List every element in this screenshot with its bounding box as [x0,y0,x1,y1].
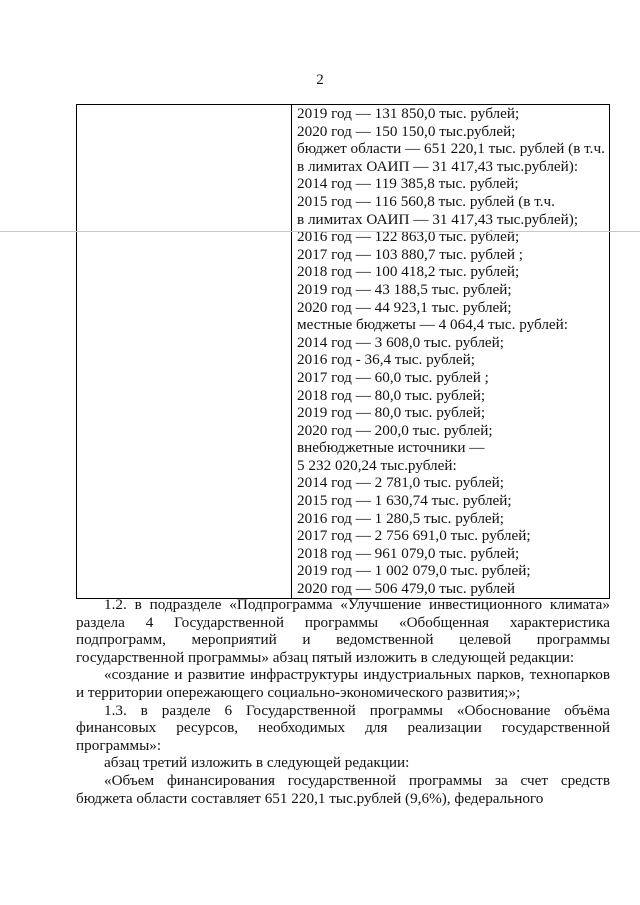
funding-line: 2019 год — 80,0 тыс. рублей; [297,404,486,422]
funding-line: 2017 год — 60,0 тыс. рублей ; [297,368,489,386]
funding-table [76,104,610,599]
table-cell-empty [77,105,292,599]
paragraph-1-3: 1.3. в разделе 6 Государственной программы «Обоснование объёма финансовых ресурсов, необходимых для реализации государственной программы»: [76,701,610,754]
funding-line: 2014 год — 119 385,8 тыс. рублей; [297,175,519,193]
funding-line: 2016 год — 122 863,0 тыс. рублей; [297,228,520,246]
funding-line: 2019 год — 1 002 079,0 тыс. рублей; [297,562,531,580]
funding-line: местные бюджеты — 4 064,4 тыс. рублей: [297,316,569,334]
body-text [76,596,610,807]
paragraph-1-2: 1.2. в подразделе «Подпрограмма «Улучшение инвестиционного климата» раздела 4 Государственной программы «Обобщенная характеристика подпрограмм, мероприятий и ведомственной целевой программы государственной программы» абзац пятый изложить в следующей редакции: [76,596,610,666]
funding-line: 2019 год — 43 188,5 тыс. рублей; [297,280,512,298]
funding-line: 2020 год — 200,0 тыс. рублей; [297,421,493,439]
paragraph-abzac-tretiy: абзац третий изложить в следующей редакции: [104,754,410,772]
funding-line: 2014 год — 3 608,0 тыс. рублей; [297,333,505,351]
funding-line: 2016 год - 36,4 тыс. рублей; [297,351,475,369]
funding-line: 2016 год — 1 280,5 тыс. рублей; [297,509,505,527]
paragraph-quote-infrastructure: «создание и развитие инфраструктуры индустриальных парков, технопарков и территории опережающего социально-экономического развития;»; [76,666,610,701]
funding-line: 5 232 020,24 тыс.рублей: [297,456,457,474]
funding-line: 2019 год — 131 850,0 тыс. рублей; [297,105,520,122]
funding-line: 2020 год — 44 923,1 тыс. рублей; [297,298,512,316]
funding-line: 2015 год — 116 560,8 тыс. рублей (в т.ч. [297,192,555,210]
funding-line: внебюджетные источники — [297,439,485,457]
funding-line: в лимитах ОАИП — 31 417,43 тыс.рублей); [297,210,579,228]
table-row [77,105,610,599]
funding-line: 2020 год — 506 479,0 тыс. рублей [297,580,515,598]
page-number: 2 [316,72,324,88]
funding-line: 2017 год — 2 756 691,0 тыс. рублей; [297,527,531,545]
funding-line: 2014 год — 2 781,0 тыс. рублей; [297,474,505,492]
table-cell-funding [292,105,610,599]
funding-line: 2015 год — 1 630,74 тыс. рублей; [297,492,512,510]
paragraph-quote-financing: «Объем финансирования государственной программы за счет средств бюджета области составляет 651 220,1 тыс.рублей (9,6%), федерального [76,771,610,807]
funding-line: 2018 год — 100 418,2 тыс. рублей; [297,263,520,281]
funding-line: в лимитах ОАИП — 31 417,43 тыс.рублей): [297,157,579,175]
funding-line: 2018 год — 961 079,0 тыс. рублей; [297,544,520,562]
funding-line: бюджет области — 651 220,1 тыс. рублей (в т.ч. [297,140,605,158]
funding-line: 2017 год — 103 880,7 тыс. рублей ; [297,245,524,263]
funding-line: 2018 год — 80,0 тыс. рублей; [297,386,486,404]
page-join-line [0,231,640,232]
funding-line: 2020 год — 150 150,0 тыс.рублей; [297,122,516,140]
